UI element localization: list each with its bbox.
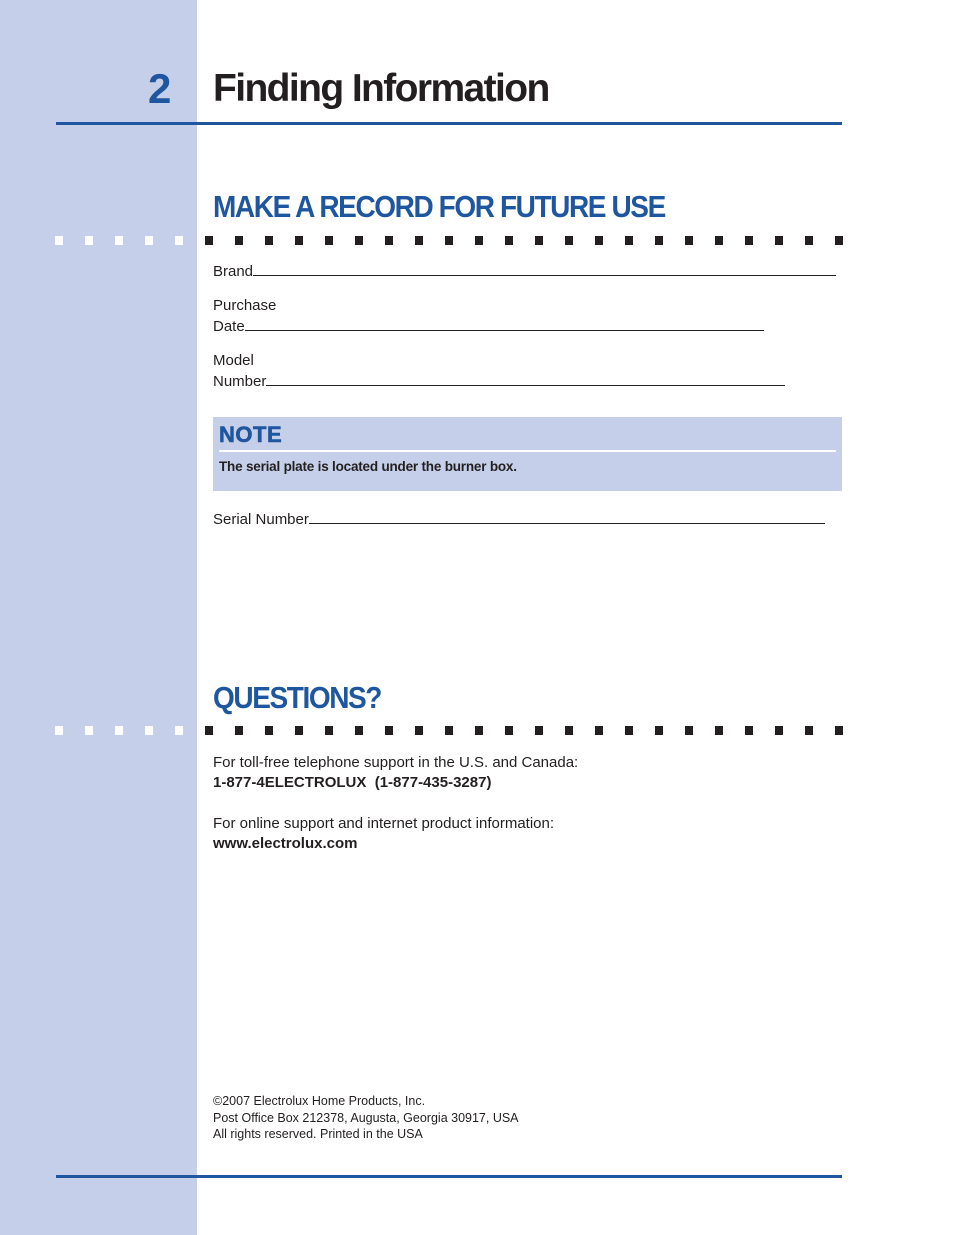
divider-dot	[295, 726, 303, 735]
number-label: Number	[213, 373, 267, 390]
note-rule	[219, 450, 836, 452]
divider-dot	[355, 726, 363, 735]
copyright-footer	[213, 1093, 519, 1143]
divider-dot	[565, 236, 573, 245]
divider-dot	[745, 726, 753, 735]
divider-dot	[235, 236, 243, 245]
divider-dot	[115, 236, 123, 245]
divider-dot	[835, 236, 843, 245]
divider-dot	[325, 726, 333, 735]
divider-dot	[445, 726, 453, 735]
divider-dot	[145, 726, 153, 735]
divider-dot	[445, 236, 453, 245]
note-text: The serial plate is located under the burner box.	[219, 459, 517, 474]
brand-field[interactable]	[213, 261, 836, 282]
divider-dot	[415, 726, 423, 735]
phone-intro: For toll-free telephone support in the U.S. and Canada:	[213, 754, 579, 771]
divider-dot	[655, 236, 663, 245]
divider-dot	[535, 726, 543, 735]
divider-dot	[625, 236, 633, 245]
divider-dot	[685, 236, 693, 245]
serial-label: Serial Number	[213, 511, 309, 528]
phone-number[interactable]: 1-877-4ELECTROLUX (1-877-435-3287)	[213, 774, 492, 791]
divider-dot	[805, 726, 813, 735]
divider-dot	[55, 236, 63, 245]
questions-heading: QUESTIONS?	[213, 681, 382, 715]
divider-dot	[175, 726, 183, 735]
divider-dot	[85, 236, 93, 245]
website-link[interactable]: www.electrolux.com	[213, 835, 358, 852]
note-box	[213, 417, 842, 491]
divider-dot	[565, 726, 573, 735]
record-heading: MAKE A RECORD FOR FUTURE USE	[213, 190, 665, 224]
note-title: NOTE	[219, 422, 283, 447]
divider-dot	[475, 726, 483, 735]
divider-dot	[715, 236, 723, 245]
divider-dot	[505, 236, 513, 245]
divider-dot	[265, 236, 273, 245]
record-dot-divider	[55, 236, 845, 246]
questions-dot-divider	[55, 726, 845, 736]
divider-dot	[595, 726, 603, 735]
divider-dot	[385, 726, 393, 735]
chapter-number: 2	[148, 65, 171, 112]
brand-blank-line[interactable]	[253, 261, 836, 276]
divider-dot	[325, 236, 333, 245]
footer-line-2: Post Office Box 212378, Augusta, Georgia 30917, USA	[213, 1110, 519, 1125]
divider-dot	[175, 236, 183, 245]
divider-dot	[505, 726, 513, 735]
brand-label: Brand	[213, 263, 254, 280]
divider-dot	[775, 236, 783, 245]
footer-rule	[56, 1175, 842, 1178]
model-number-field[interactable]	[213, 351, 785, 392]
serial-number-blank-line[interactable]	[309, 509, 825, 524]
divider-dot	[115, 726, 123, 735]
divider-dot	[775, 726, 783, 735]
divider-dot	[85, 726, 93, 735]
serial-number-field[interactable]	[213, 509, 825, 530]
divider-dot	[535, 236, 543, 245]
divider-dot	[205, 726, 213, 735]
divider-dot	[55, 726, 63, 735]
divider-dot	[355, 236, 363, 245]
model-label: Model	[213, 352, 254, 369]
footer-line-3: All rights reserved. Printed in the USA	[213, 1127, 423, 1141]
divider-dot	[145, 236, 153, 245]
divider-dot	[835, 726, 843, 735]
divider-dot	[655, 726, 663, 735]
divider-dot	[475, 236, 483, 245]
divider-dot	[685, 726, 693, 735]
divider-dot	[625, 726, 633, 735]
header-rule	[56, 122, 842, 125]
divider-dot	[745, 236, 753, 245]
model-number-blank-line[interactable]	[266, 371, 785, 386]
date-label: Date	[213, 318, 245, 335]
phone-support-block	[213, 753, 578, 793]
online-support-block	[213, 814, 554, 854]
footer-line-1: ©2007 Electrolux Home Products, Inc.	[213, 1094, 426, 1108]
purchase-date-blank-line[interactable]	[245, 316, 764, 331]
divider-dot	[265, 726, 273, 735]
divider-dot	[385, 236, 393, 245]
page-title: Finding Information	[213, 67, 549, 110]
divider-dot	[805, 236, 813, 245]
purchase-date-field[interactable]	[213, 296, 764, 337]
divider-dot	[595, 236, 603, 245]
divider-dot	[295, 236, 303, 245]
online-intro: For online support and internet product information:	[213, 815, 555, 832]
purchase-label: Purchase	[213, 297, 277, 314]
left-sidebar-band	[0, 0, 197, 1235]
divider-dot	[235, 726, 243, 735]
divider-dot	[415, 236, 423, 245]
divider-dot	[715, 726, 723, 735]
divider-dot	[205, 236, 213, 245]
